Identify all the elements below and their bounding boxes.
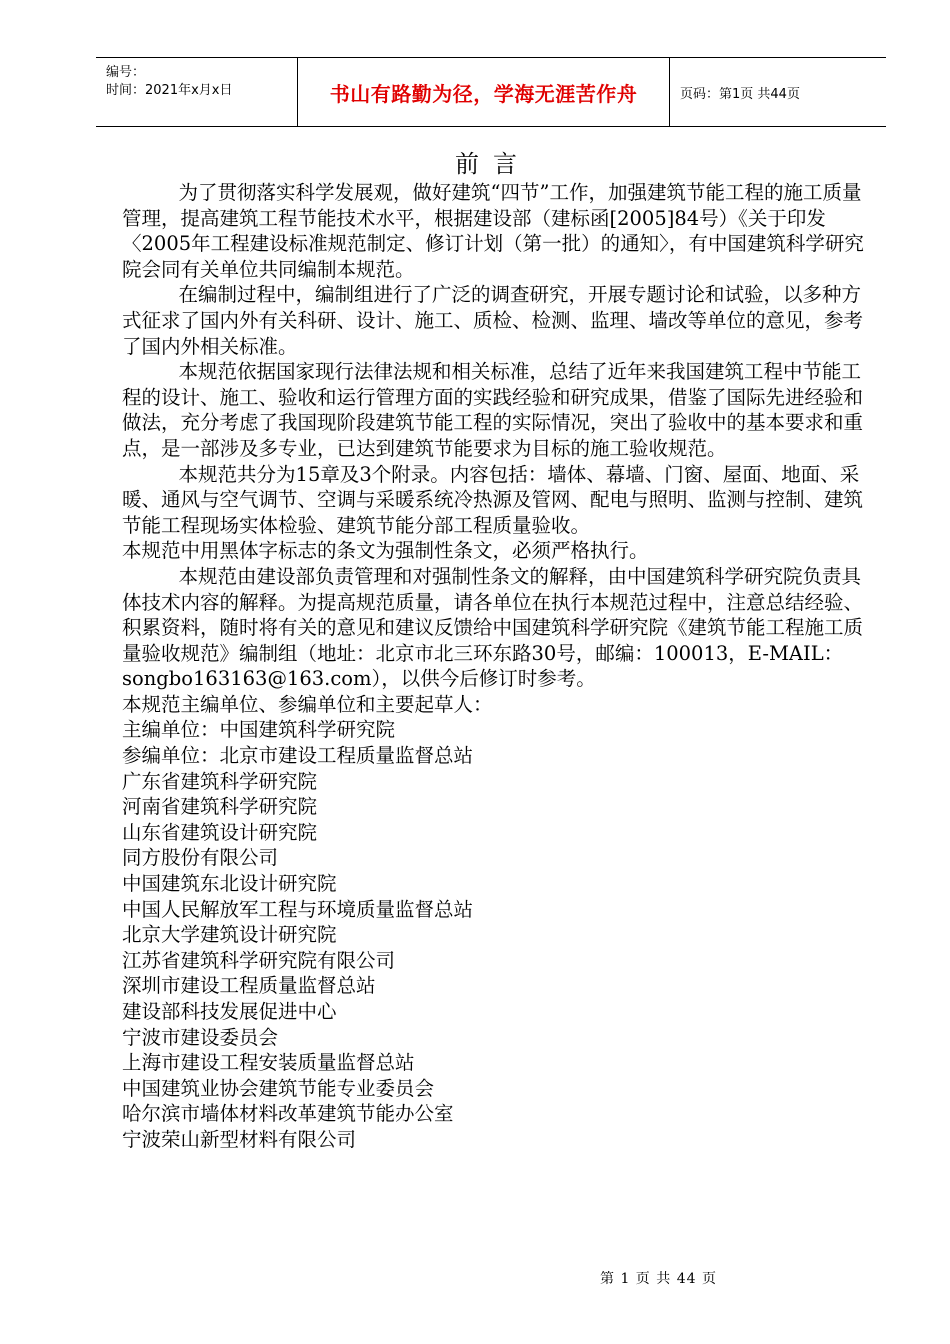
list-item: 中国建筑业协会建筑节能专业委员会 <box>122 1076 435 1100</box>
chief-unit: 主编单位：中国建筑科学研究院 <box>122 718 396 742</box>
list-item: 中国人民解放军工程与环境质量监督总站 <box>122 897 474 921</box>
page-footer: 第 1 页 共 44 页 <box>600 1271 717 1287</box>
list-item: 宁波市建设委员会 <box>122 1025 279 1049</box>
list-item: 深圳市建设工程质量监督总站 <box>122 974 376 998</box>
paragraph-1: 为了贯彻落实科学发展观，做好建筑“四节”工作，加强建筑节能工程的施工质量管理，提高建筑工程节能技术水平，根据建设部（建标函[2005]84号）《关于印发〈2005年工程建设标准规范制定、修订计划（第一批）的通知〉，有中国建筑科学研究院会同有关单位共同编制本规范。 <box>122 181 864 281</box>
list-item: 宁波荣山新型材料有限公司 <box>122 1127 357 1151</box>
paragraph-3: 本规范依据国家现行法律法规和相关标准，总结了近年来我国建筑工程中节能工程的设计、施工、验收和运行管理方面的实践经验和研究成果，借鉴了国际先进经验和做法，充分考虑了我国现阶段建筑节能工程的实际情况，突出了验收中的基本要求和重点，是一部涉及多专业，已达到建筑节能要求为目标的施工验收规范。 <box>122 360 864 460</box>
page-header <box>96 57 886 127</box>
list-item: 山东省建筑设计研究院 <box>122 820 318 844</box>
paragraph-2: 在编制过程中，编制组进行了广泛的调查研究，开展专题讨论和试验，以多种方式征求了国内外有关科研、设计、施工、质检、检测、监理、墙改等单位的意见，参考了国内外相关标准。 <box>122 283 864 358</box>
list-item: 河南省建筑科学研究院 <box>122 795 318 819</box>
list-item: 中国建筑东北设计研究院 <box>122 872 337 896</box>
doc-title: 前言 <box>455 150 531 178</box>
participating-unit: 参编单位：北京市建设工程质量监督总站 <box>122 744 474 768</box>
header-meta <box>96 58 298 126</box>
list-item: 广东省建筑科学研究院 <box>122 769 318 793</box>
header-page-cell <box>670 58 886 126</box>
list-item: 建设部科技发展促进中心 <box>122 1000 337 1023</box>
list-item: 江苏省建筑科学研究院有限公司 <box>122 948 396 972</box>
paragraph-6: 本规范由建设部负责管理和对强制性条文的解释，由中国建筑科学研究院负责具体技术内容的解释。为提高规范质量，请各单位在执行本规范过程中，注意总结经验、积累资料，随时将有关的意见和建议反馈给中国建筑科学研究院《建筑节能工程施工质量验收规范》编制组（地址：北京市北三环东路30号，邮编：100013，E-MAIL：songbo163163@163.com），以供今后修订时参考。 <box>122 564 864 691</box>
paragraph-5: 本规范中用黑体字标志的条文为强制性条文，必须严格执行。 <box>122 539 649 563</box>
header-page-label: 页码：第1页 共44页 <box>680 86 800 102</box>
list-intro: 本规范主编单位、参编单位和主要起草人： <box>122 692 493 716</box>
doc-time-label: 时间：2021年x月x日 <box>106 83 233 98</box>
header-motto-cell <box>298 58 670 126</box>
list-item: 上海市建设工程安装质量监督总站 <box>122 1051 415 1075</box>
list-item: 哈尔滨市墙体材料改革建筑节能办公室 <box>122 1102 454 1126</box>
document-body <box>122 148 864 1153</box>
header-motto: 书山有路勤为径，学海无涯苦作舟 <box>329 81 638 106</box>
list-item: 北京大学建筑设计研究院 <box>122 923 337 947</box>
list-item: 同方股份有限公司 <box>122 846 279 870</box>
paragraph-4: 本规范共分为15章及3个附录。内容包括：墙体、幕墙、门窗、屋面、地面、采暖、通风与空气调节、空调与采暖系统冷热源及管网、配电与照明、监测与控制、建筑节能工程现场实体检验、建筑节能分部工程质量验收。 <box>122 462 864 537</box>
doc-number-label: 编号： <box>106 65 146 80</box>
